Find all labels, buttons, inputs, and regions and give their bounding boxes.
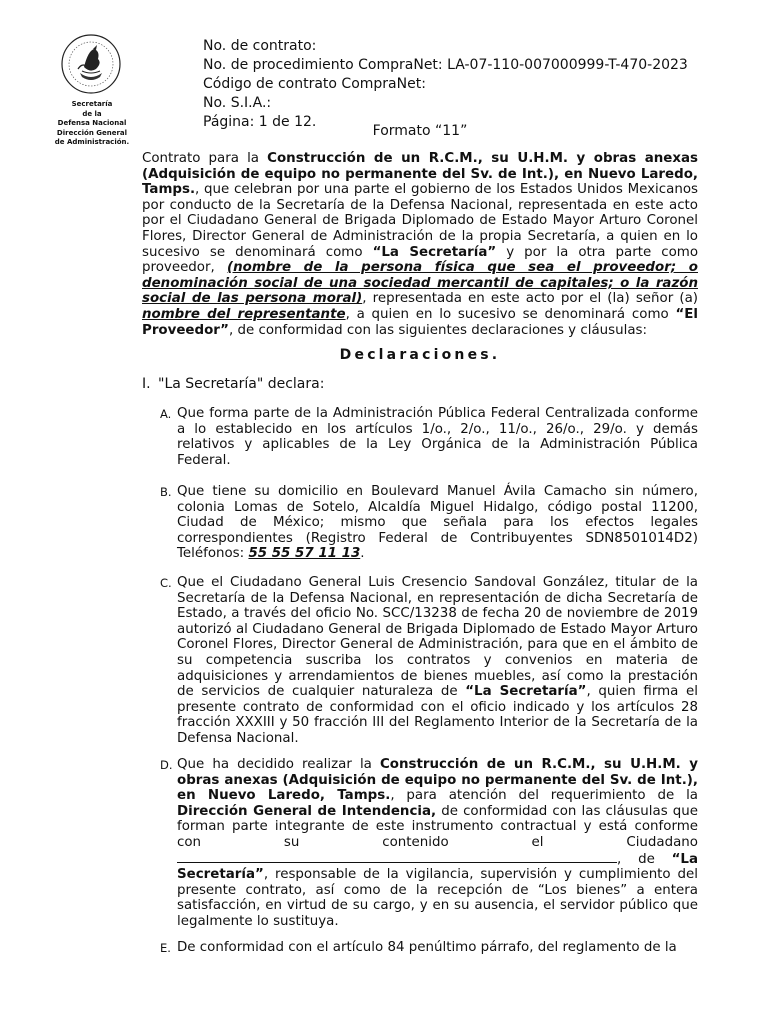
agency-name: Secretaría de la Defensa Nacional Dirección General de Administración. xyxy=(54,100,130,146)
page-number: Página: 1 de 12. xyxy=(203,114,317,130)
sia-number: No. S.I.A.: xyxy=(203,95,272,111)
section-i: I. "La Secretaría" declara: xyxy=(142,376,325,392)
contract-number: No. de contrato: xyxy=(203,38,317,54)
format-label: Formato “11” xyxy=(372,123,468,139)
contract-code: Código de contrato CompraNet: xyxy=(203,76,426,92)
blank-line xyxy=(177,851,617,863)
declaration-c: C. Que el Ciudadano General Luis Cresencio Sandoval González, titular de la Secretaría de la Defensa Nacional, en representación de dicha Secretaría de Estado, a través del oficio No. SCC/13238 de fecha 20 de noviembre de 2019 autorizó al Ciudadano General de Brigada Diplomado de Estado Mayor Arturo Coronel Flores, Director General de Administración, para que en el ámbito de su competencia suscriba los contratos y convenios en materia de adquisiciones y arrendamientos de bienes muebles, así como la prestación de servicios de cualquier naturaleza de “La Secretaría”, quien firma el presente contrato de conformidad con el oficio indicado y los artículos 28 fracción XXXIII y 50 fracción III del Reglamento Interior de la Secretaría de la Defensa Nacional. xyxy=(160,575,698,746)
intro-paragraph: Contrato para la Construcción de un R.C.M., su U.H.M. y obras anexas (Adquisición de equipo no permanente del Sv. de Int.), en Nuevo Laredo, Tamps., que celebran por una parte el gobierno de los Estados Unidos Mexicanos por conducto de la Secretaría de la Defensa Nacional, representada en este acto por el Ciudadano General de Brigada Diplomado de Estado Mayor Arturo Coronel Flores, Director General de Administración de la propia Secretaría, a quien en lo sucesivo se denominará como “La Secretaría” y por la otra parte como proveedor, (nombre de la persona física que sea el proveedor; o denominación social de una sociedad mercantil de capitales; o la razón social de las persona moral), representada en este acto por el (la) señor (a) nombre del representante, a quien en lo sucesivo se denominará como “El Proveedor”, de conformidad con las siguientes declaraciones y cláusulas: xyxy=(142,151,699,338)
declaration-a: A. Que forma parte de la Administración Pública Federal Centralizada conforme a lo establecido en los artículos 1/o., 2/o., 11/o., 26/o., 29/o. y demás relativos y aplicables de la Ley Orgánica de la Administración Pública Federal. xyxy=(160,406,698,468)
declaration-b: B. Que tiene su domicilio en Boulevard Manuel Ávila Camacho sin número, colonia Lomas de Sotelo, Alcaldía Miguel Hidalgo, código postal 11200, Ciudad de México; mismo que señala para los efectos legales correspondientes (Registro Federal de Contribuyentes SDN8501014D2) Teléfonos: 55 55 57 11 13. xyxy=(160,484,698,562)
contract-header xyxy=(203,37,688,132)
declaration-d: D. Que ha decidido realizar la Construcción de un R.C.M., su U.H.M. y obras anexas (Adquisición de equipo no permanente del Sv. de Int.), en Nuevo Laredo, Tamps., para atención del requerimiento de la Dirección General de Intendencia, de conformidad con las cláusulas que forman parte integrante de este instrumento contractual y está conforme con su contenido el Ciudadano , de “La Secretaría”, responsable de la vigilancia, supervisión y cumplimiento del presente contrato, así como de la recepción de “Los bienes” a entera satisfacción, en virtud de su cargo, y en su ausencia, el servidor público que legalmente lo sustituya. xyxy=(160,757,698,929)
declaration-e: E. De conformidad con el artículo 84 penúltimo párrafo, del reglamento de la xyxy=(160,940,677,955)
mexican-coat-of-arms-seal xyxy=(60,33,122,95)
procedure-number: No. de procedimiento CompraNet: LA-07-110-007000999-T-470-2023 xyxy=(203,57,688,73)
declarations-heading: Declaraciones. xyxy=(339,347,501,363)
phone-number: 55 55 57 11 13 xyxy=(248,546,361,562)
